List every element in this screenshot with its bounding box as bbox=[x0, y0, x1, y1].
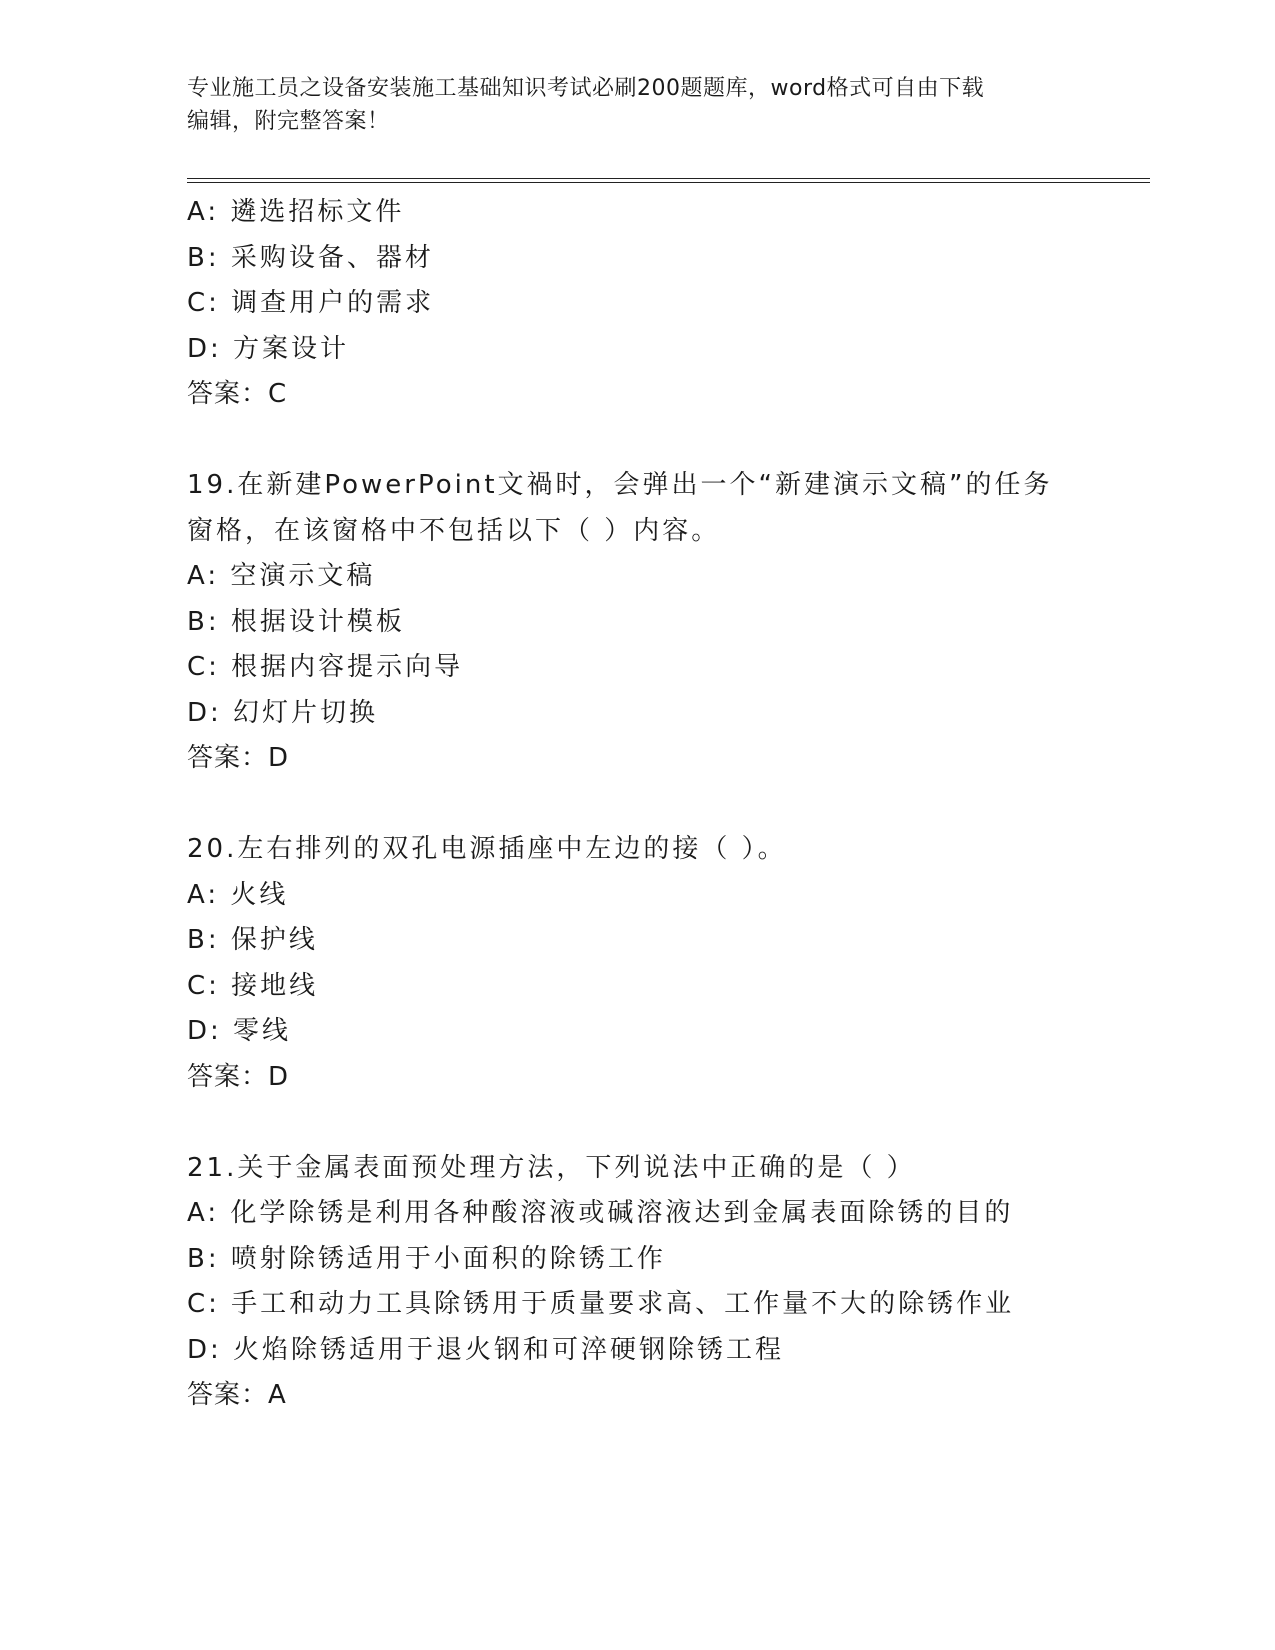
option-b: B: 喷射除锈适用于小面积的除锈工作 bbox=[187, 1243, 666, 1274]
question-text-line-1: 19.在新建PowerPoint文禍时，会弹出一个“新建演示文稿”的任务 bbox=[187, 470, 1053, 500]
question-text-line-1: 20.左右排列的双孔电源插座中左边的接（ ）。 bbox=[187, 834, 787, 864]
option-c: C: 根据内容提示向导 bbox=[187, 652, 464, 682]
option-d: D: 零线 bbox=[187, 1016, 292, 1046]
document-header bbox=[187, 72, 1087, 138]
question-list bbox=[187, 190, 1087, 1419]
header-divider-bottom bbox=[187, 182, 1150, 183]
option-d: D: 方案设计 bbox=[187, 333, 350, 364]
answer-text: 答案：A bbox=[187, 1380, 287, 1410]
header-line-1: 专业施工员之设备安装施工基础知识考试必刷200题题库，word格式可自由下载 bbox=[187, 76, 985, 101]
option-d: D: 幻灯片切换 bbox=[187, 697, 379, 728]
question-block-19 bbox=[187, 463, 1087, 782]
spacer bbox=[187, 418, 1087, 464]
option-a: A: 化学除锈是利用各种酸溶液或碱溶液达到金属表面除锈的目的 bbox=[187, 1198, 1014, 1228]
option-a: A: 空演示文稿 bbox=[187, 561, 376, 591]
option-b: B: 采购设备、器材 bbox=[187, 242, 434, 273]
question-text-line-1: 21.关于金属表面预处理方法，下列说法中正确的是（ ） bbox=[187, 1152, 916, 1183]
answer-text: 答案：D bbox=[187, 743, 290, 773]
spacer bbox=[187, 782, 1087, 828]
option-b: B: 根据设计模板 bbox=[187, 606, 405, 637]
option-b: B: 保护线 bbox=[187, 925, 318, 955]
option-c: C: 接地线 bbox=[187, 970, 319, 1001]
option-a: A: 火线 bbox=[187, 879, 289, 910]
question-block-18 bbox=[187, 190, 1087, 418]
option-a: A: 遴选招标文件 bbox=[187, 197, 405, 227]
answer-text: 答案：D bbox=[187, 1061, 290, 1092]
option-c: C: 调查用户的需求 bbox=[187, 288, 435, 318]
header-line-2: 编辑，附完整答案！ bbox=[187, 109, 390, 134]
question-text-line-2: 窗格，在该窗格中不包括以下（ ）内容。 bbox=[187, 515, 721, 546]
spacer bbox=[187, 1100, 1087, 1146]
option-d: D: 火焰除锈适用于退火钢和可淬硬钢除锈工程 bbox=[187, 1334, 785, 1365]
option-c: C: 手工和动力工具除锈用于质量要求高、工作量不大的除锈作业 bbox=[187, 1289, 1015, 1319]
question-block-20 bbox=[187, 827, 1087, 1100]
question-block-21 bbox=[187, 1146, 1087, 1419]
answer-text: 答案：C bbox=[187, 379, 288, 409]
header-divider-top bbox=[187, 178, 1150, 179]
